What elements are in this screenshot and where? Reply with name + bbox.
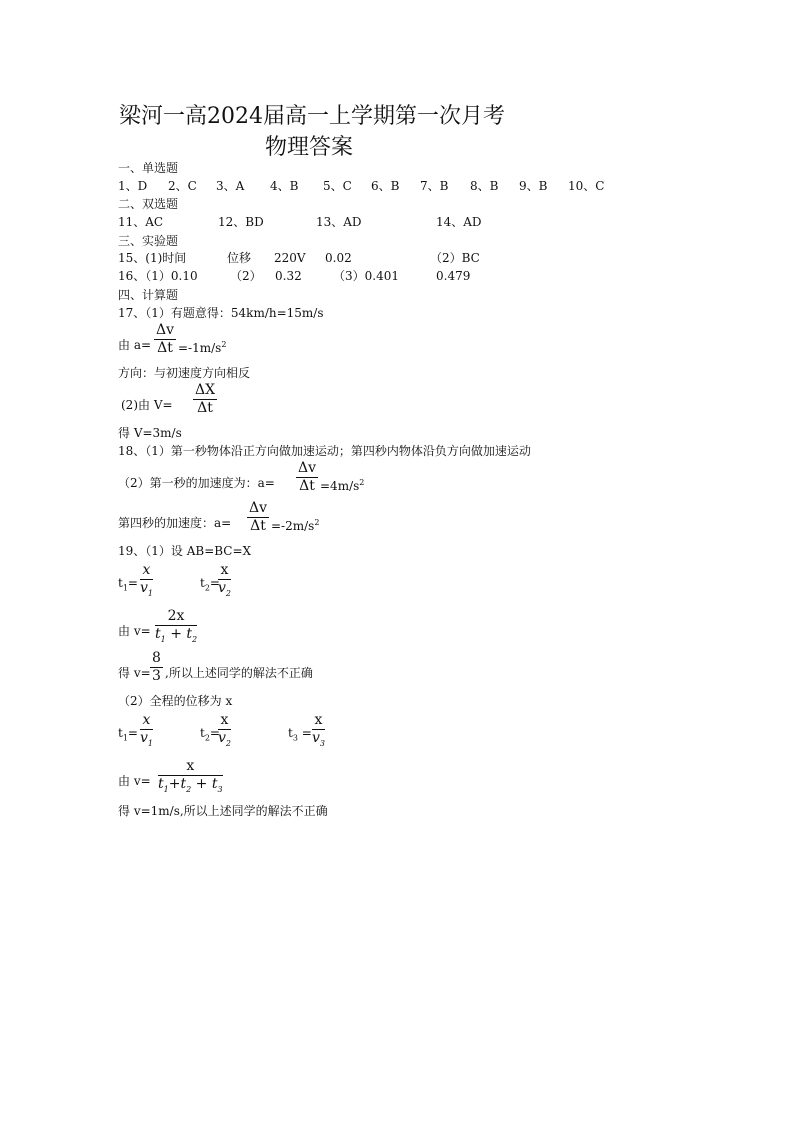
numerator: x	[140, 562, 153, 580]
page-title: 梁河一高2024届高一上学期第一次月考	[119, 104, 505, 129]
answer-item: 1、D	[118, 179, 148, 193]
superscript: 2	[359, 478, 365, 487]
t-symbol: t	[288, 726, 293, 740]
t1-label	[118, 576, 138, 595]
fraction	[158, 758, 223, 798]
q16-part: 16、（1）0.10	[118, 269, 198, 283]
numerator: Δv	[249, 500, 268, 516]
result-text: =-2m/s	[271, 519, 315, 533]
answer-item: 12、BD	[218, 215, 264, 229]
equals: =	[209, 726, 220, 740]
subscript: 1	[122, 583, 128, 593]
equals: =	[127, 726, 138, 740]
fraction	[247, 500, 269, 535]
numerator: x	[218, 712, 231, 730]
q15-part: 位移	[227, 251, 252, 265]
subscript: 2	[186, 784, 192, 794]
superscript: 2	[221, 340, 227, 349]
answer-item: 5、C	[323, 179, 352, 193]
numerator: x	[312, 712, 325, 730]
formula-prefix: 得 v=	[118, 666, 151, 680]
t-symbol: t	[118, 576, 123, 590]
q15-part: 0.02	[325, 251, 352, 265]
superscript: 2	[314, 518, 320, 527]
equals: =	[127, 576, 138, 590]
numerator: x	[140, 712, 153, 730]
t-symbol: t	[118, 726, 123, 740]
t-symbol: t	[155, 626, 161, 642]
subscript: 3	[217, 784, 223, 794]
denominator: Δt	[250, 518, 266, 534]
q15-part: （2）BC	[430, 251, 480, 265]
denominator	[140, 730, 153, 752]
fraction	[140, 712, 153, 752]
formula-prefix: 由 a=	[118, 338, 152, 352]
v-symbol: v	[218, 730, 226, 746]
q15-part: 15、(1)时间	[118, 251, 187, 265]
subscript: 2	[225, 588, 232, 598]
section-heading-single-choice: 一、单选题	[118, 161, 179, 175]
denominator: 3	[152, 668, 161, 684]
plus: +	[170, 626, 182, 642]
formula-prefix: （2）第一秒的加速度为：a=	[118, 476, 275, 490]
equals: =	[209, 576, 220, 590]
formula-prefix: 由 v=	[118, 774, 151, 788]
answer-item: 13、AD	[316, 215, 362, 229]
section-heading-calculation: 四、计算题	[118, 288, 179, 302]
subscript: 1	[147, 738, 154, 748]
subscript: 3	[292, 733, 298, 743]
formula-result	[178, 338, 226, 355]
formula-result	[271, 516, 319, 533]
v-symbol: v	[312, 730, 320, 746]
t2-label	[200, 726, 220, 745]
denominator	[218, 730, 231, 752]
denominator: Δt	[157, 340, 173, 356]
fraction	[150, 650, 163, 685]
result-text: =4m/s	[320, 479, 360, 493]
fraction	[155, 608, 197, 648]
q17-direction: 方向：与初速度方向相反	[118, 366, 251, 380]
t1-label	[118, 726, 138, 745]
answer-item: 10、C	[568, 179, 605, 193]
formula-prefix: 由 v=	[118, 624, 151, 638]
denominator	[312, 730, 325, 752]
subscript: 2	[192, 634, 198, 644]
fraction	[296, 460, 318, 495]
subscript: 3	[319, 738, 326, 748]
q18-line1: 18、（1）第一秒物体沿正方向做加速运动；第四秒内物体沿负方向做加速运动	[118, 444, 531, 458]
denominator: Δt	[299, 478, 315, 494]
formula-prefix: 第四秒的加速度：a=	[118, 516, 232, 530]
plus: +	[168, 776, 181, 792]
v-symbol: v	[140, 580, 148, 596]
subscript: 2	[225, 738, 232, 748]
numerator: 2x	[155, 608, 197, 626]
numerator: Δv	[156, 322, 175, 338]
answer-item: 7、B	[420, 179, 449, 193]
q16-part: 0.479	[436, 269, 471, 283]
answer-item: 9、B	[519, 179, 548, 193]
t-symbol: t	[186, 626, 193, 642]
equals: =	[301, 726, 312, 740]
subscript: 2	[204, 583, 210, 593]
q17-line1: 17、（1）有题意得：54km/h=15m/s	[118, 306, 324, 320]
subscript: 1	[147, 588, 154, 598]
answer-item: 6、B	[371, 179, 400, 193]
denominator	[155, 626, 197, 648]
denominator: Δt	[197, 400, 213, 416]
fraction	[193, 382, 217, 417]
fraction	[154, 322, 176, 357]
q19-line8: 得 v=1m/s,所以上述同学的解法不正确	[118, 804, 328, 818]
numerator: x	[218, 562, 231, 580]
denominator	[158, 776, 223, 798]
t-symbol: t	[200, 576, 205, 590]
q19-line1: 19、（1）设 AB=BC=X	[118, 544, 252, 558]
numerator: 8	[152, 650, 161, 666]
answer-item: 14、AD	[436, 215, 482, 229]
subscript: 1	[122, 733, 128, 743]
t2-label	[200, 576, 220, 595]
subscript: 1	[163, 784, 169, 794]
q19-line5: （2）全程的位移为 x	[118, 694, 233, 708]
fraction	[312, 712, 325, 752]
formula-result	[320, 476, 364, 493]
denominator	[140, 580, 153, 602]
subscript: 2	[204, 733, 210, 743]
section-heading-experiment: 三、实验题	[118, 234, 179, 248]
formula-prefix: (2)由 V=	[121, 398, 173, 412]
result-text: =-1m/s	[178, 341, 222, 355]
t-symbol: t	[200, 726, 205, 740]
numerator: Δv	[298, 460, 317, 476]
section-heading-double-choice: 二、双选题	[118, 197, 179, 211]
t-symbol: t	[180, 776, 187, 792]
q16-part: （2）	[230, 269, 262, 283]
q17-result: 得 V=3m/s	[118, 426, 182, 440]
numerator: x	[158, 758, 223, 776]
fraction	[218, 562, 231, 602]
fraction	[140, 562, 153, 602]
t-symbol: t	[211, 776, 218, 792]
fraction	[218, 712, 231, 752]
answer-item: 4、B	[270, 179, 299, 193]
v-symbol: v	[140, 730, 148, 746]
t-symbol: t	[158, 776, 164, 792]
page-subtitle: 物理答案	[265, 135, 354, 160]
answer-item: 3、A	[216, 179, 245, 193]
answer-item: 2、C	[168, 179, 197, 193]
plus: +	[195, 776, 208, 792]
q16-part: （3）0.401	[333, 269, 399, 283]
q16-part: 0.32	[275, 269, 302, 283]
result-text: ,所以上述同学的解法不正确	[165, 666, 313, 680]
q15-part: 220V	[274, 251, 306, 265]
answer-item: 11、AC	[118, 215, 164, 229]
v-symbol: v	[218, 580, 226, 596]
subscript: 1	[160, 634, 166, 644]
numerator: ΔX	[195, 382, 216, 398]
denominator	[218, 580, 231, 602]
t3-label	[288, 726, 312, 745]
answer-item: 8、B	[470, 179, 499, 193]
